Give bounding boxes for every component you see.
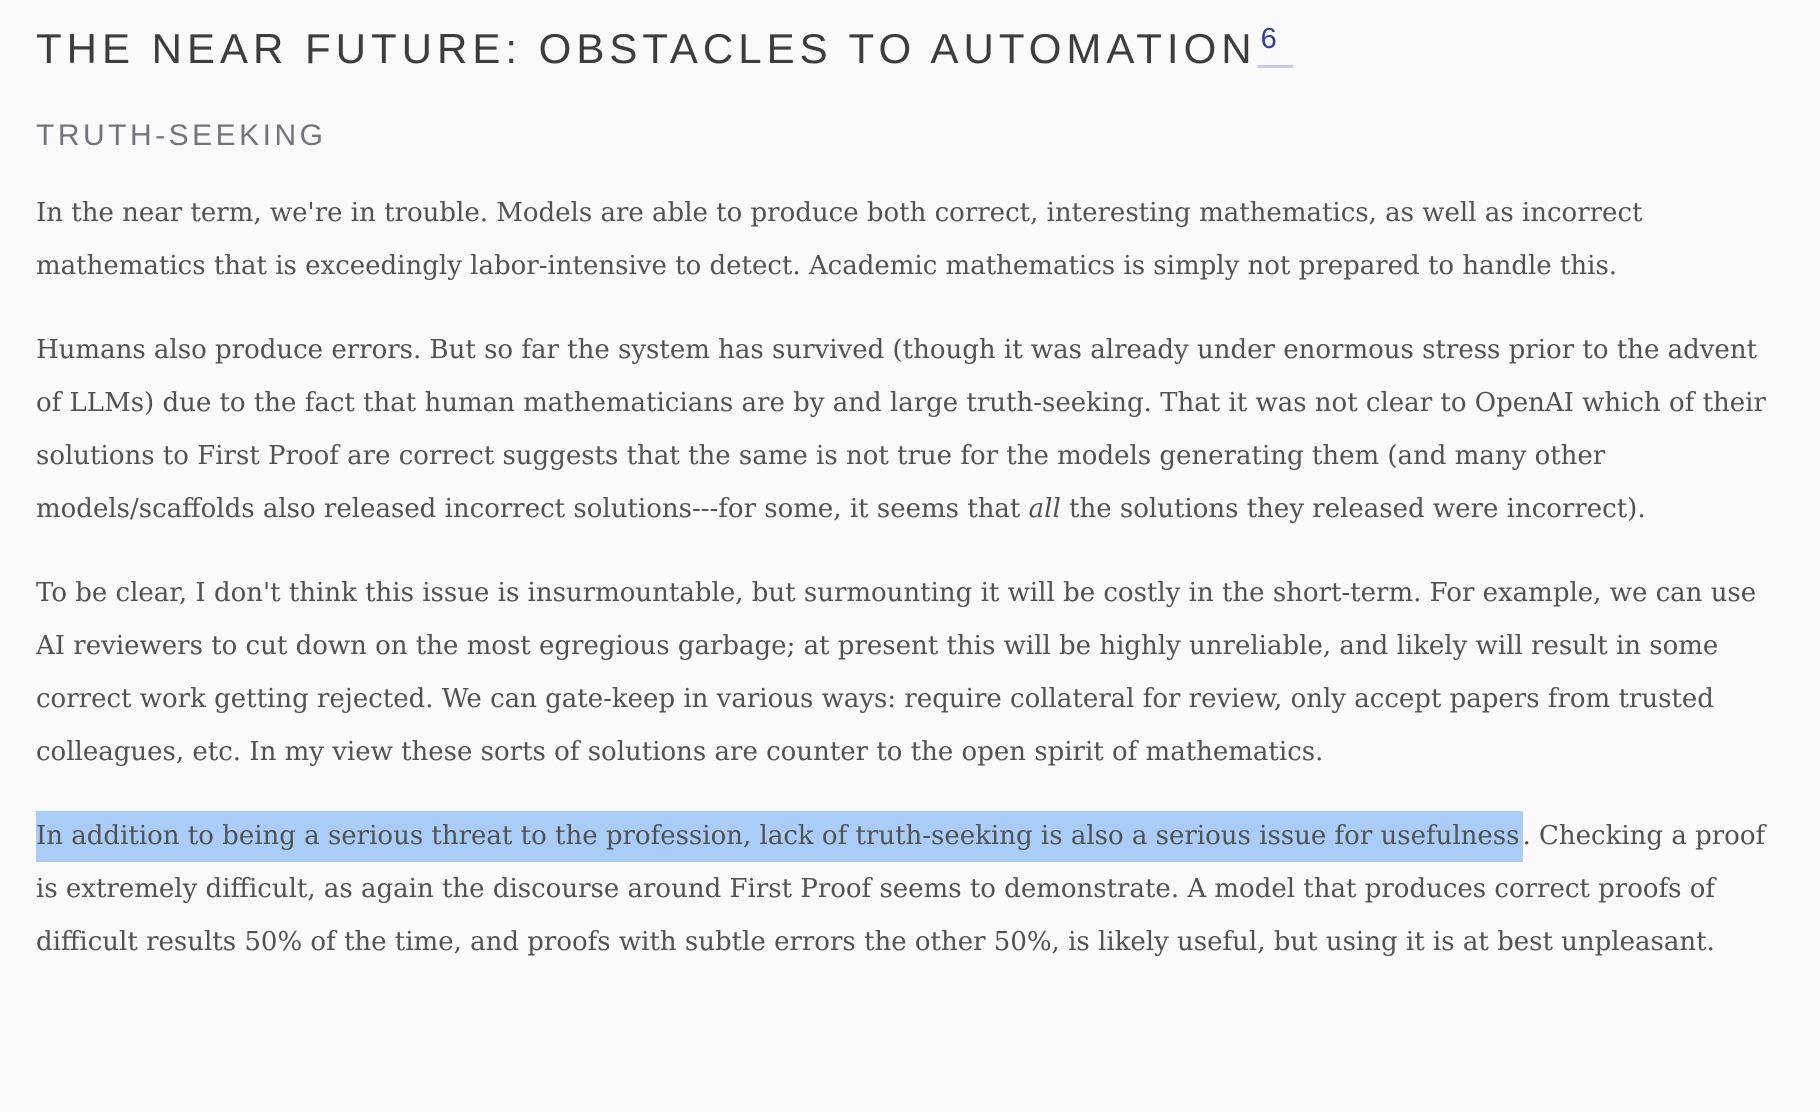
selected-text-highlight: In addition to being a serious threat to the profession, lack of truth-seeking is also a serious issue for usefulness [36, 811, 1523, 862]
paragraph-2-text-after-italic: the solutions they released were incorrect). [1060, 494, 1646, 525]
paragraph-4-text-after-highlight: . Checking a proof is extremely difficult, as again the discourse around First Proof seems to demonstrate. A model that produces correct proofs of difficult results 50% of the time, and proofs with subtle errors the other 50%, is likely useful, but using it is at best unpleasant. [36, 821, 1766, 958]
paragraph-near-term-trouble: In the near term, we're in trouble. Models are able to produce both correct, interesting mathematics, as well as incorrect mathematics that is exceedingly labor-intensive to detect. Academic mathematics is simply not prepared to handle this. [36, 198, 1643, 282]
section-heading [36, 24, 1790, 74]
section-heading-text: THE NEAR FUTURE: OBSTACLES TO AUTOMATION [36, 25, 1257, 72]
italic-emphasis-all: all [1028, 494, 1061, 525]
subsection-heading: TRUTH-SEEKING [36, 119, 327, 153]
paragraph-humans-also-produce-errors [36, 324, 1788, 536]
paragraph-to-be-clear: To be clear, I don't think this issue is insurmountable, but surmounting it will be costly in the short-term. For example, we can use AI reviewers to cut down on the most egregious garbage; at present this will be highly unreliable, and likely will result in some correct work getting rejected. We can gate-keep in various ways: require collateral for review, only accept papers from trusted colleagues, etc. In my view these sorts of solutions are counter to the open spirit of mathematics. [36, 578, 1757, 768]
paragraph-in-addition [36, 810, 1788, 969]
paragraph-2-text-before-italic: Humans also produce errors. But so far the system has survived (though it was already under enormous stress prior to the advent of LLMs) due to the fact that human mathematicians are by and large truth-seeking. That it was not clear to OpenAI which of their solutions to First Proof are correct suggests that the same is not true for the models generating them (and many other models/scaffolds also released incorrect solutions---for some, it seems that [36, 335, 1766, 525]
footnote-link-6[interactable]: 6 [1258, 24, 1293, 68]
